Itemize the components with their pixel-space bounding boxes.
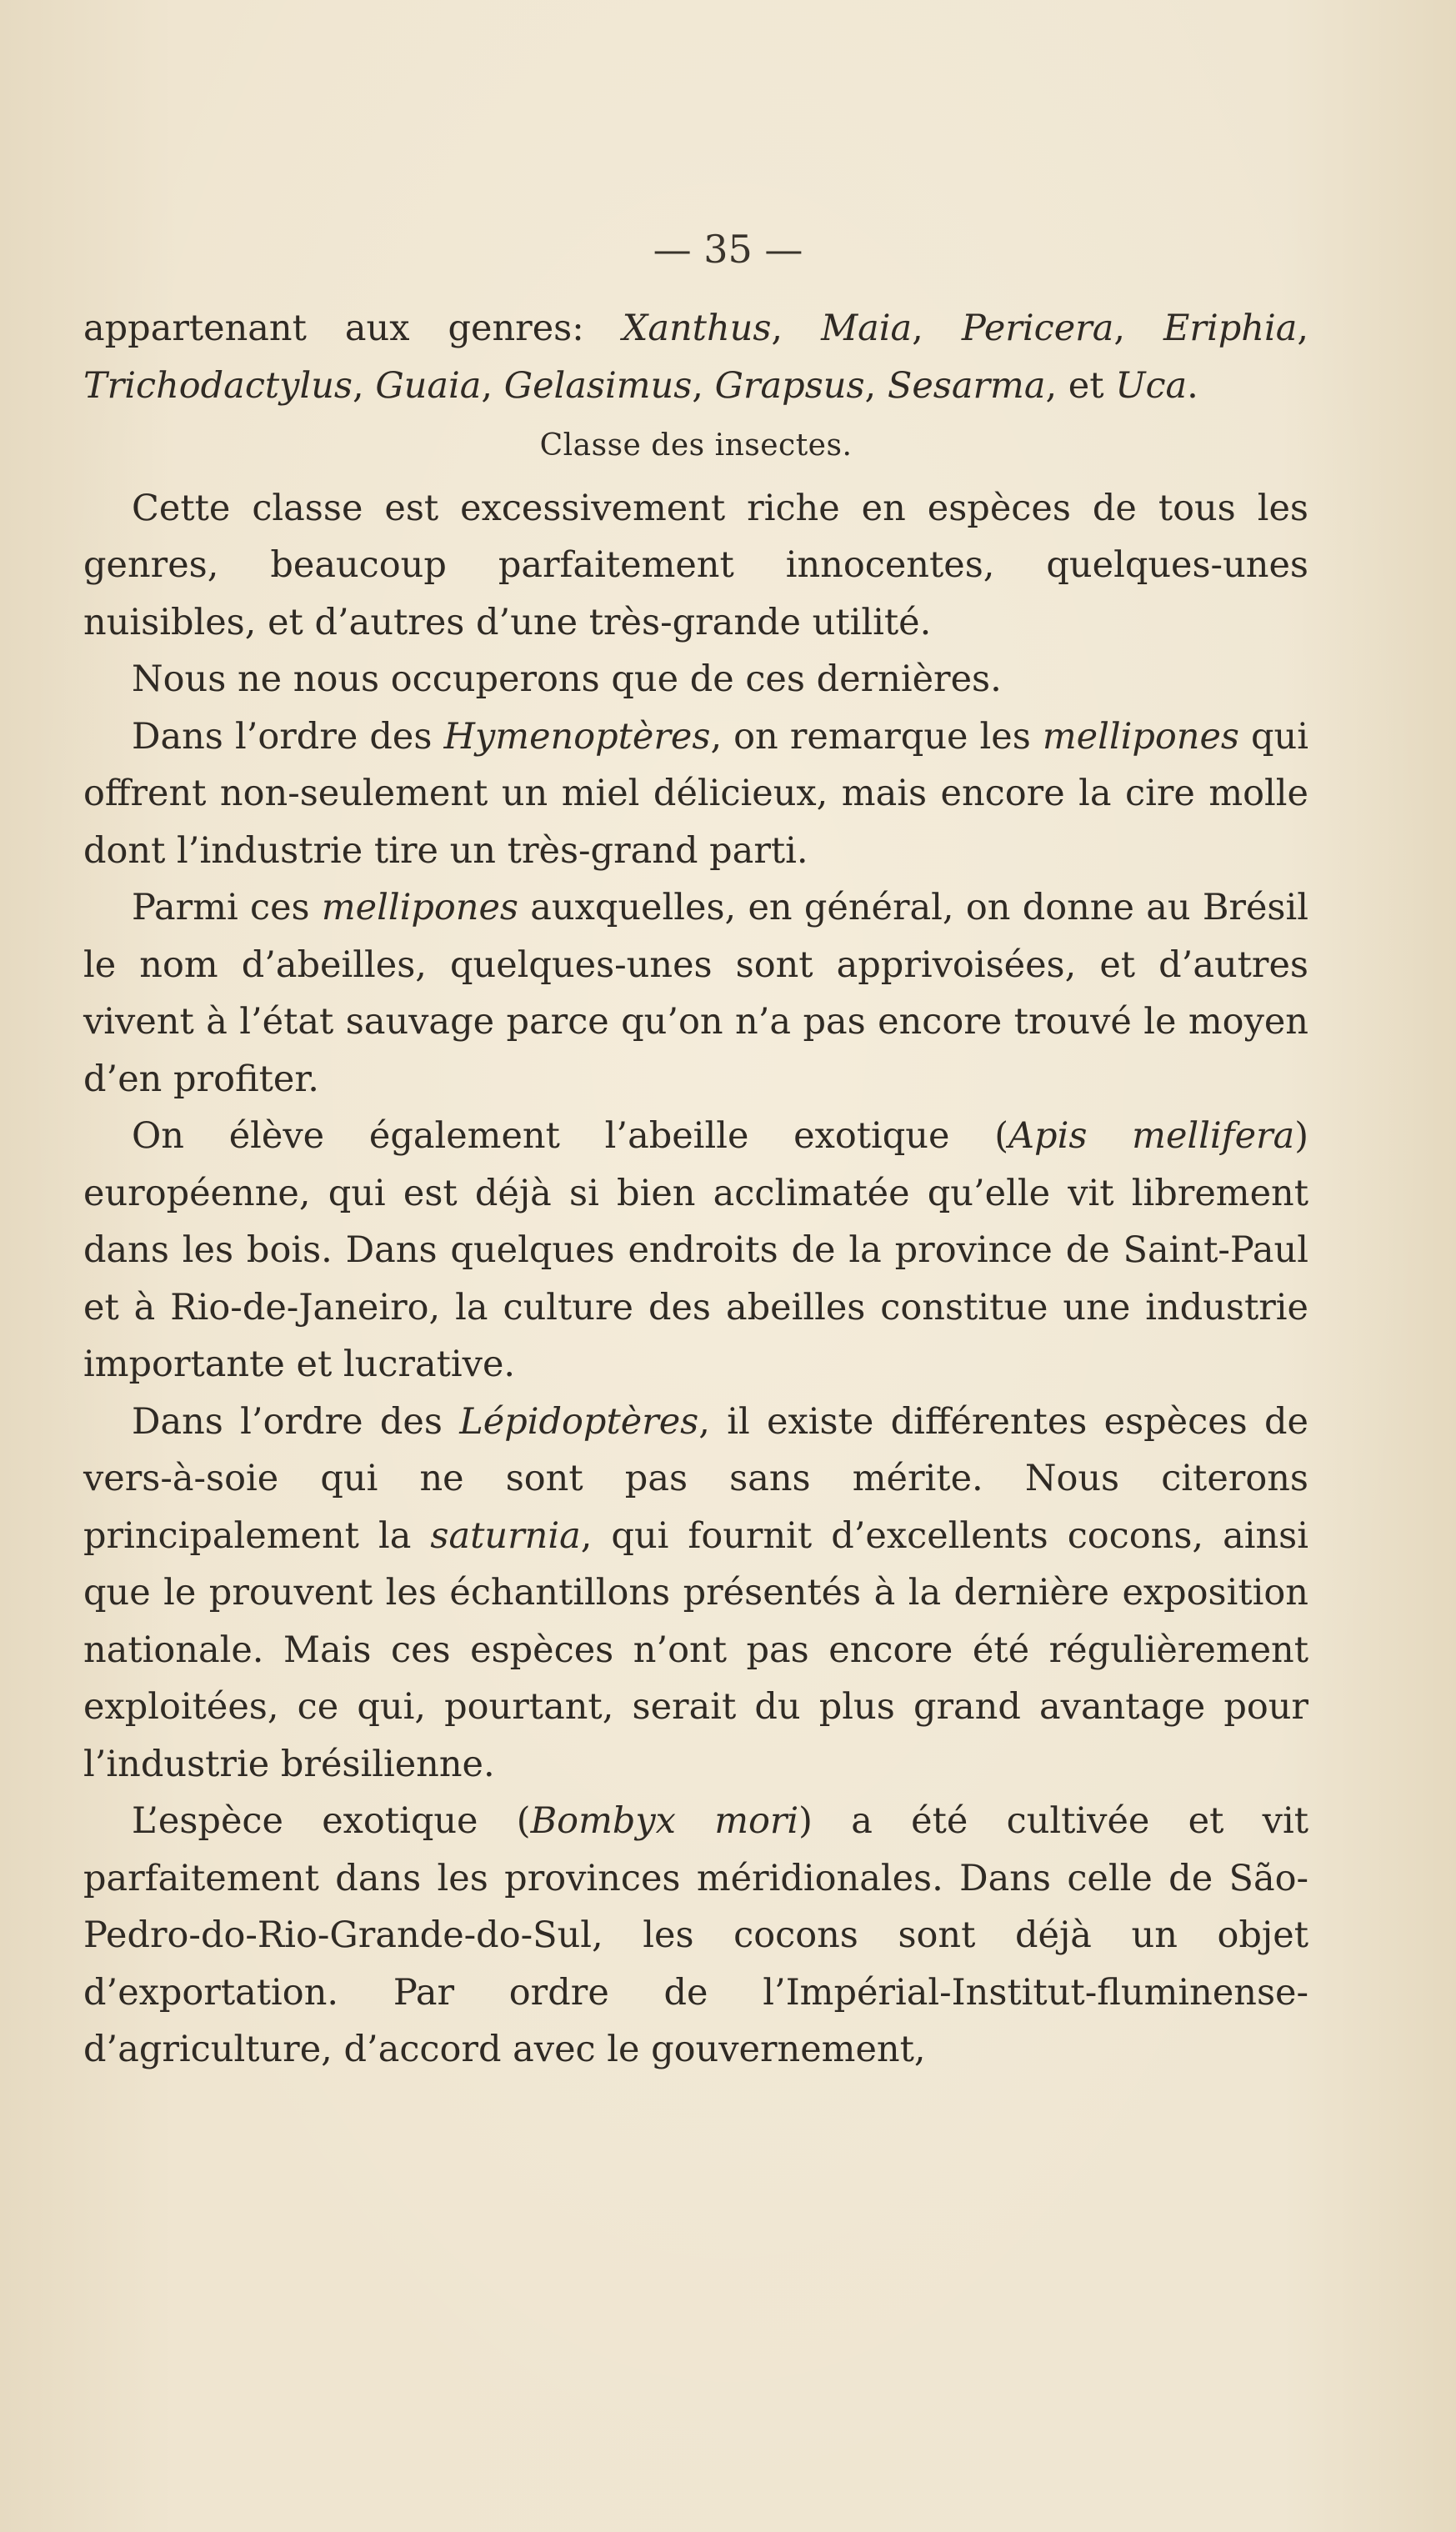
genus-name: Grapsus [714, 364, 865, 407]
separator: , [481, 364, 504, 407]
text-run: ) a été cultivée et vit parfaitement dans les provinces méridionales. Dans celle de São-Pedro-do-Rio-Grande-do-Sul, les cocons sont déjà un objet d’exportation. Par ordre de l’Impérial-Institut-fluminense-d’agriculture, d’accord avec le gouvernement, [83, 1800, 1308, 2070]
paragraph-focus: Nous ne nous occuperons que de ces dernières. [132, 658, 1002, 700]
paragraph-lepidoptera [83, 1394, 1308, 1794]
italic-term: Lépidoptères [459, 1400, 699, 1443]
text-run: On élève également l’abeille exotique ( [132, 1115, 1008, 1157]
italic-term: saturnia [430, 1514, 581, 1557]
body-text [83, 300, 1308, 2079]
page-number: — 35 — [653, 227, 803, 272]
section-heading: Classe des insectes. [539, 428, 853, 463]
text-run: ) européenne, qui est déjà si bien acclimatée qu’elle vit librement dans les bois. Dans quelques endroits de la province de Saint-Paul et à Rio-de-Janeiro, la culture des abeilles constitue une industrie importante et lucrative. [83, 1115, 1308, 1385]
genus-name: Eriphia [1163, 308, 1298, 349]
text-run: , on remarque les [710, 715, 1043, 758]
text-run: Dans l’ordre des [132, 1400, 460, 1443]
italic-term: Bombyx mori [530, 1800, 799, 1842]
italic-term: mellipones [321, 887, 518, 928]
paragraph-mellipones [83, 879, 1308, 1108]
genus-name: Guaia [375, 364, 482, 407]
italic-term: mellipones [1042, 715, 1239, 758]
genus-name: Maia [821, 308, 913, 349]
text-run: auxquelles, en général, on donne au Brésil le nom d’abeilles, quelques-unes sont apprivoisées, et d’autres vivent à l’état sauvage parce qu’on n’a pas encore trouvé le moyen d’en profiter. [83, 887, 1308, 1100]
text-run: L’espèce exotique ( [132, 1800, 531, 1842]
text-run: , qui fournit d’excellents cocons, ainsi que le prouvent les échantillons présentés à la dernière exposition nationale. Mais ces espèces n’ont pas encore été régulièrement exploitées, ce qui, pourtant, serait du plus grand avantage pour l’industrie brésilienne. [83, 1514, 1308, 1785]
paragraph-class-intro: Cette classe est excessivement riche en espèces de tous les genres, beaucoup parfaitement innocentes, quelques-unes nuisibles, et d’autres d’une très-grande utilité. [83, 487, 1308, 643]
separator: , et [1045, 364, 1116, 407]
paragraph-genera-list [83, 300, 1308, 414]
separator: , [352, 364, 376, 407]
separator: , [1297, 308, 1309, 349]
text-run: appartenant aux genres: [83, 308, 623, 349]
text-run: Parmi ces [132, 887, 322, 928]
genus-name: Gelasimus [503, 364, 693, 407]
italic-term: Apis mellifera [1008, 1115, 1295, 1157]
separator: , [912, 308, 962, 349]
text-run: , il existe différentes espèces de vers-à-soie qui ne sont pas sans mérite. Nous citerons principalement la [83, 1400, 1308, 1557]
paragraph-hymenoptera [83, 708, 1308, 880]
paragraph-bombyx [83, 1793, 1308, 2079]
genus-name: Trichodactylus [83, 364, 353, 407]
italic-term: Hymenoptères [443, 715, 711, 758]
text-run: Dans l’ordre des [132, 715, 444, 758]
separator: . [1187, 364, 1198, 407]
separator: , [692, 364, 715, 407]
separator: , [771, 308, 822, 349]
separator: , [864, 364, 888, 407]
genus-name: Sesarma [887, 364, 1046, 407]
separator: , [1113, 308, 1164, 349]
genus-name: Pericera [961, 308, 1114, 349]
paragraph-apis [83, 1108, 1308, 1394]
genus-name: Xanthus [622, 308, 772, 349]
text-run: qui offrent non-seulement un miel délicieux, mais encore la cire molle dont l’industrie tire un très-grand parti. [83, 715, 1309, 872]
genus-name: Uca [1115, 364, 1188, 407]
